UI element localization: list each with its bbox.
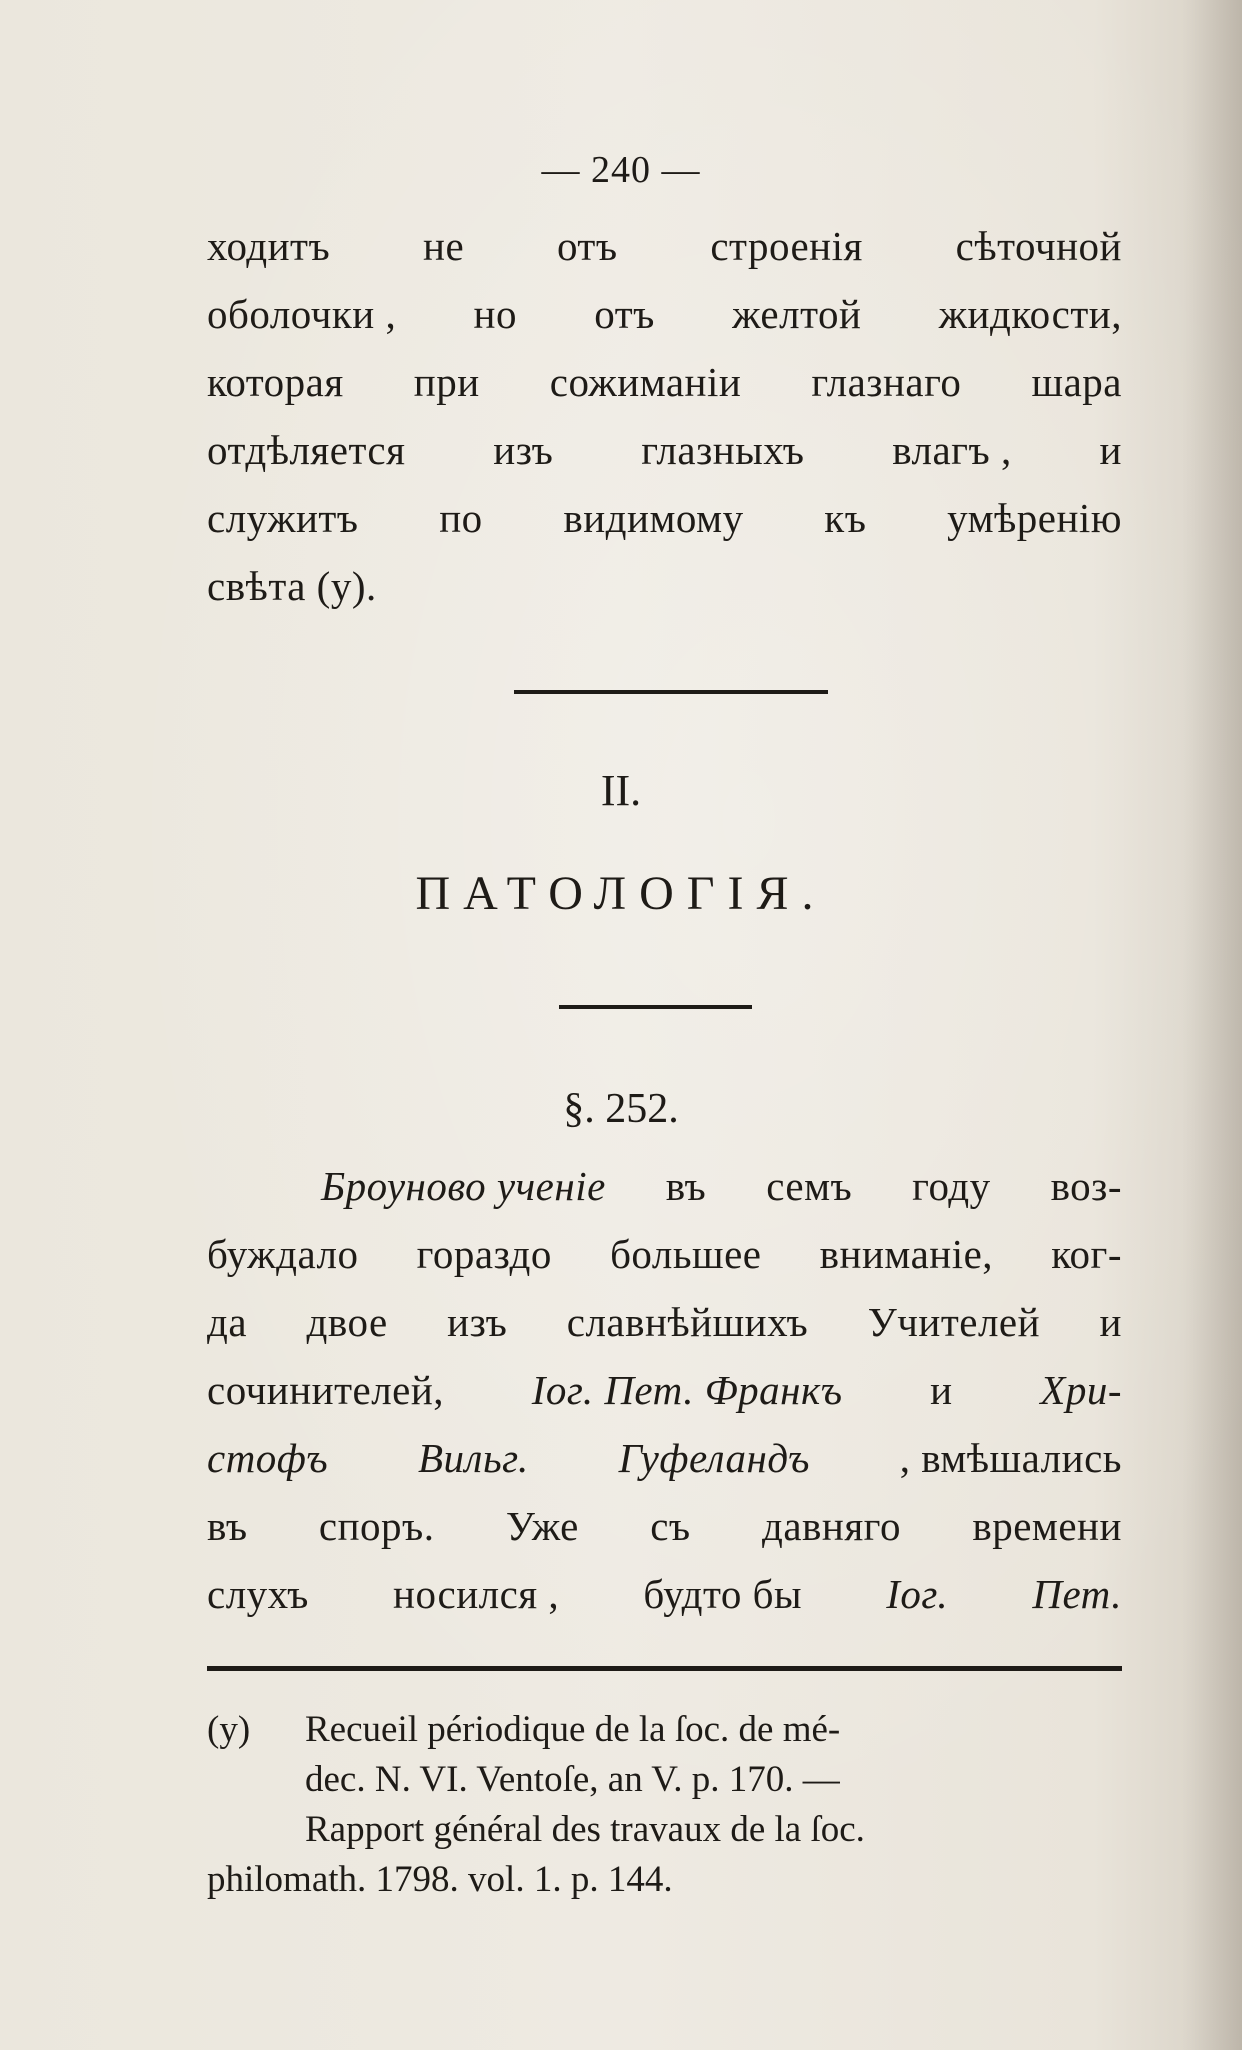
text-line: свѣта (у).	[207, 563, 377, 609]
text-line: стофъ Вильг. Гуфеландъ , вмѣшались	[207, 1435, 1122, 1481]
text-line: да двое изъ славнѣйшихъ Учителей и	[207, 1299, 1122, 1345]
continuation-paragraph	[207, 212, 1122, 620]
text-line: которая при сожиманіи глазнаго шара	[207, 359, 1122, 405]
paragraph-number: §. 252.	[563, 1086, 679, 1132]
text-line: оболочки , но отъ желтой жидкости,	[207, 291, 1122, 337]
footnote-line: dec. N. VI. Ventoſe, an V. p. 170. —	[305, 1759, 840, 1800]
text-line: слухъ носился , будто бы Іог. Пет.	[207, 1571, 1122, 1617]
footnote-marker: (у)	[207, 1709, 251, 1750]
text-line: служитъ по видимому къ умѣренію	[207, 495, 1122, 541]
text-line: ходитъ не отъ строенія сѣточной	[207, 223, 1122, 269]
page-number: — 240 —	[541, 149, 701, 191]
page-edge-shadow	[1182, 0, 1242, 2050]
section-divider-top	[514, 690, 828, 694]
text-line: сочинителей, Іог. Пет. Франкъ и Хри-	[207, 1367, 1122, 1413]
footnote-line: philomath. 1798. vol. 1. p. 144.	[207, 1859, 673, 1900]
text-line: буждало гораздо большее вниманіе, ког-	[207, 1231, 1122, 1277]
footnote-line: Rapport général des travaux de la ſoc.	[305, 1809, 865, 1850]
section-number: II.	[600, 766, 642, 815]
text-line: Броуново ученіе въ семъ году воз-	[321, 1163, 1122, 1209]
text-line: отдѣляется изъ глазныхъ влагъ , и	[207, 427, 1122, 473]
body-paragraph	[207, 1152, 1122, 1628]
footnote-line: (у) Recueil périodique de la ſoc. de mé-	[207, 1705, 1122, 1755]
section-divider-bottom	[559, 1005, 752, 1009]
section-title: ПАТОЛОГІЯ.	[415, 867, 827, 920]
text-line: въ споръ. Уже съ давняго времени	[207, 1503, 1122, 1549]
footnote-divider	[207, 1666, 1122, 1671]
footnote	[207, 1705, 1122, 1905]
